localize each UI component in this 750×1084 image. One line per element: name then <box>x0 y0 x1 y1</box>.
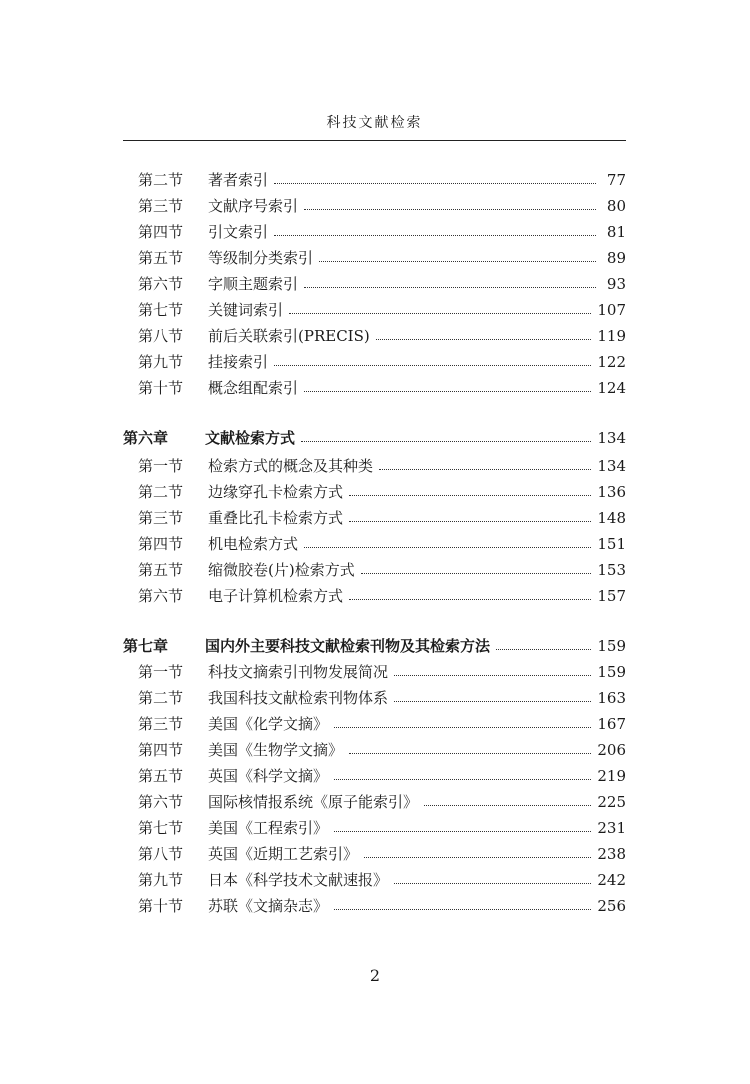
page-ref: 136 <box>597 483 626 501</box>
chapter-title: 国内外主要科技文献检索刊物及其检索方法 <box>205 637 491 655</box>
section-title: 美国《生物学文摘》 <box>208 741 344 759</box>
section-title: 日本《科学技术文献速报》 <box>208 871 389 889</box>
dot-leader <box>334 831 591 832</box>
dot-leader <box>496 649 591 650</box>
page-ref: 231 <box>597 819 626 837</box>
toc-section-row <box>138 222 626 242</box>
section-title: 电子计算机检索方式 <box>208 587 344 605</box>
page-ref: 77 <box>606 171 626 189</box>
dot-leader <box>289 313 591 314</box>
running-header: 科技文献检索 <box>326 115 423 131</box>
section-title: 重叠比孔卡检索方式 <box>208 509 344 527</box>
dot-leader <box>349 521 591 522</box>
header-rule <box>123 140 626 141</box>
section-title: 我国科技文献检索刊物体系 <box>208 689 389 707</box>
section-title: 苏联《文摘杂志》 <box>208 897 329 915</box>
section-label: 第七节 <box>138 301 184 319</box>
section-title: 等级制分类索引 <box>208 249 314 267</box>
section-title: 缩微胶卷(片)检索方式 <box>208 561 355 579</box>
section-label: 第一节 <box>138 663 184 681</box>
dot-leader <box>364 857 591 858</box>
toc-chapter-row <box>123 428 626 448</box>
section-label: 第八节 <box>138 327 184 345</box>
toc-section-row <box>138 714 626 734</box>
dot-leader <box>334 727 591 728</box>
section-label: 第九节 <box>138 871 184 889</box>
chapter-label: 第六章 <box>123 429 169 447</box>
section-label: 第三节 <box>138 715 184 733</box>
toc-section-row <box>138 818 626 838</box>
page-ref: 151 <box>597 535 626 553</box>
section-title: 美国《化学文摘》 <box>208 715 329 733</box>
section-label: 第四节 <box>138 741 184 759</box>
page-ref: 219 <box>597 767 626 785</box>
section-title: 关键词索引 <box>208 301 284 319</box>
page-ref: 80 <box>606 197 626 215</box>
toc-section-row <box>138 456 626 476</box>
section-label: 第五节 <box>138 767 184 785</box>
section-title: 字顺主题索引 <box>208 275 299 293</box>
dot-leader <box>301 441 591 442</box>
section-label: 第二节 <box>138 483 184 501</box>
page-ref: 148 <box>597 509 626 527</box>
toc-section-row <box>138 792 626 812</box>
section-label: 第五节 <box>138 561 184 579</box>
page-number: 2 <box>369 966 381 985</box>
section-label: 第六节 <box>138 793 184 811</box>
dot-leader <box>319 261 596 262</box>
section-title: 文献序号索引 <box>208 197 299 215</box>
page-ref: 122 <box>597 353 626 371</box>
section-title: 著者索引 <box>208 171 269 189</box>
section-title: 前后关联索引(PRECIS) <box>208 327 370 345</box>
page-ref: 163 <box>597 689 626 707</box>
toc-section-row <box>138 560 626 580</box>
dot-leader <box>376 339 592 340</box>
section-title: 概念组配索引 <box>208 379 299 397</box>
dot-leader <box>274 235 596 236</box>
toc-section-row <box>138 896 626 916</box>
section-label: 第一节 <box>138 457 184 475</box>
chapter-label: 第七章 <box>123 637 169 655</box>
dot-leader <box>304 391 591 392</box>
dot-leader <box>304 287 596 288</box>
section-title: 机电检索方式 <box>208 535 299 553</box>
toc-section-row <box>138 662 626 682</box>
section-label: 第五节 <box>138 249 184 267</box>
page-ref: 256 <box>597 897 626 915</box>
dot-leader <box>304 547 591 548</box>
toc-section-row <box>138 740 626 760</box>
section-label: 第四节 <box>138 223 184 241</box>
page-ref: 89 <box>606 249 626 267</box>
dot-leader <box>274 183 596 184</box>
dot-leader <box>334 779 591 780</box>
toc-section-row <box>138 586 626 606</box>
dot-leader <box>424 805 591 806</box>
section-label: 第十节 <box>138 379 184 397</box>
section-label: 第二节 <box>138 689 184 707</box>
toc-section-row <box>138 326 626 346</box>
page-ref: 134 <box>597 429 626 447</box>
toc-section-row <box>138 508 626 528</box>
toc-section-row <box>138 766 626 786</box>
section-label: 第八节 <box>138 845 184 863</box>
page-ref: 157 <box>597 587 626 605</box>
section-title: 国际核情报系统《原子能索引》 <box>208 793 419 811</box>
toc-section-row <box>138 300 626 320</box>
section-label: 第六节 <box>138 275 184 293</box>
toc-section-row <box>138 274 626 294</box>
page-ref: 81 <box>606 223 626 241</box>
dot-leader <box>394 675 591 676</box>
section-title: 英国《近期工艺索引》 <box>208 845 359 863</box>
page-ref: 225 <box>597 793 626 811</box>
section-label: 第六节 <box>138 587 184 605</box>
section-title: 美国《工程索引》 <box>208 819 329 837</box>
section-title: 挂接索引 <box>208 353 269 371</box>
section-label: 第七节 <box>138 819 184 837</box>
section-label: 第四节 <box>138 535 184 553</box>
page-ref: 153 <box>597 561 626 579</box>
toc-section-row <box>138 170 626 190</box>
page-ref: 238 <box>597 845 626 863</box>
section-title: 检索方式的概念及其种类 <box>208 457 374 475</box>
section-title: 引文索引 <box>208 223 269 241</box>
section-label: 第二节 <box>138 171 184 189</box>
page-ref: 93 <box>606 275 626 293</box>
section-label: 第三节 <box>138 509 184 527</box>
page-ref: 119 <box>597 327 626 345</box>
toc-section-row <box>138 688 626 708</box>
dot-leader <box>349 599 591 600</box>
section-title: 英国《科学文摘》 <box>208 767 329 785</box>
dot-leader <box>349 495 591 496</box>
toc-section-row <box>138 378 626 398</box>
dot-leader <box>394 701 591 702</box>
dot-leader <box>349 753 591 754</box>
page-ref: 159 <box>597 663 626 681</box>
dot-leader <box>274 365 591 366</box>
section-label: 第十节 <box>138 897 184 915</box>
toc-section-row <box>138 248 626 268</box>
page-ref: 107 <box>597 301 626 319</box>
toc-section-row <box>138 196 626 216</box>
dot-leader <box>334 909 591 910</box>
section-label: 第三节 <box>138 197 184 215</box>
toc-section-row <box>138 870 626 890</box>
page-ref: 134 <box>597 457 626 475</box>
page-ref: 206 <box>597 741 626 759</box>
page-ref: 159 <box>597 637 626 655</box>
page-ref: 167 <box>597 715 626 733</box>
section-title: 科技文摘索引刊物发展简况 <box>208 663 389 681</box>
dot-leader <box>361 573 592 574</box>
page-ref: 242 <box>597 871 626 889</box>
dot-leader <box>379 469 591 470</box>
section-label: 第九节 <box>138 353 184 371</box>
toc-chapter-row <box>123 636 626 656</box>
chapter-title: 文献检索方式 <box>205 429 296 447</box>
section-title: 边缘穿孔卡检索方式 <box>208 483 344 501</box>
toc-section-row <box>138 534 626 554</box>
dot-leader <box>394 883 591 884</box>
page-ref: 124 <box>597 379 626 397</box>
dot-leader <box>304 209 596 210</box>
toc-section-row <box>138 352 626 372</box>
toc-section-row <box>138 482 626 502</box>
toc-section-row <box>138 844 626 864</box>
